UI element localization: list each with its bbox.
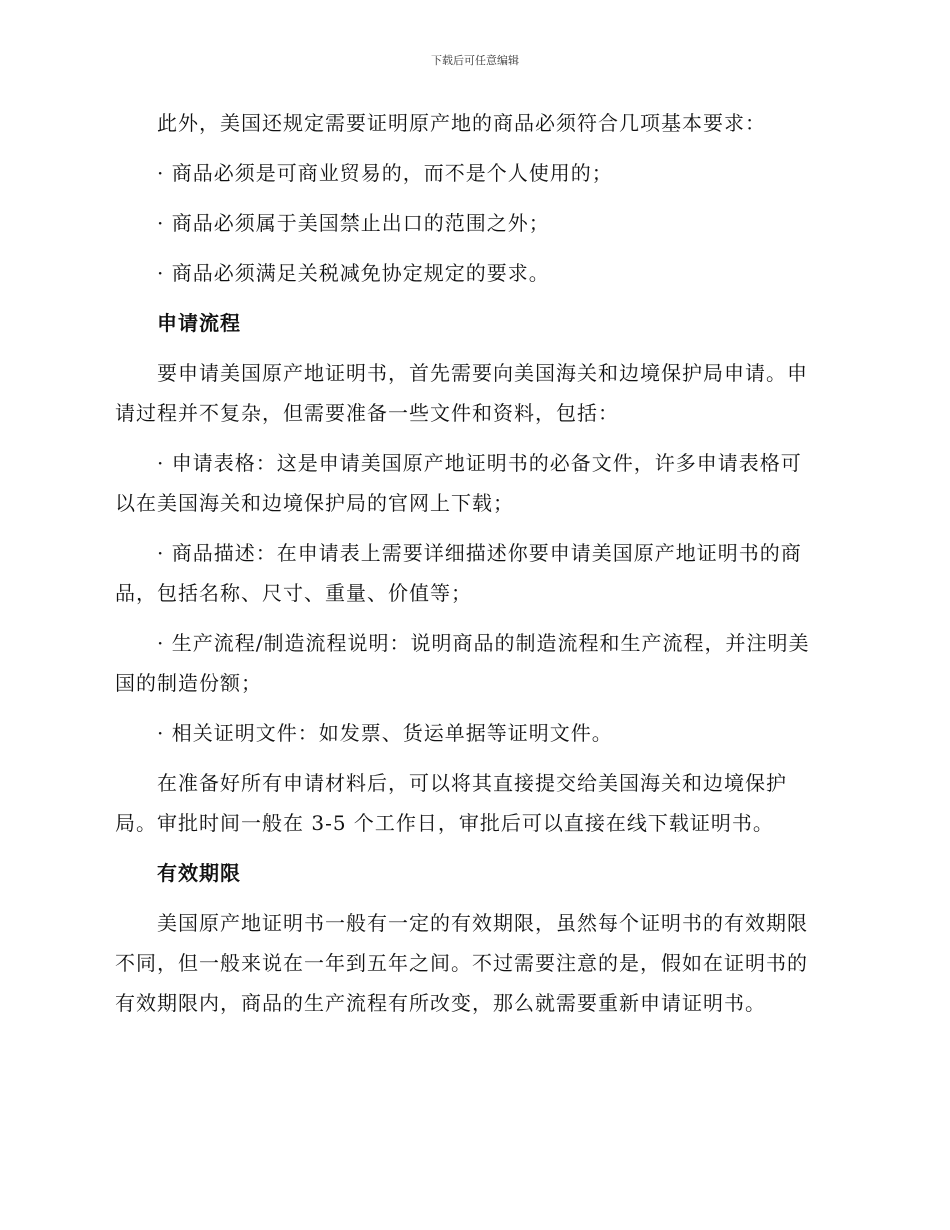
section-heading-application-process: [115, 310, 830, 336]
section-heading: 有效期限: [157, 861, 241, 885]
paragraph-line: 不同，但一般来说在一年到五年之间。不过需要注意的是，假如在证明书的: [115, 951, 808, 975]
paragraph-line: 请过程并不复杂，但需要准备一些文件和资料，包括：: [115, 401, 619, 425]
paragraph-line: 在准备好所有申请材料后，可以将其直接提交给美国海关和边境保护: [157, 771, 787, 795]
paragraph-line: 美国原产地证明书一般有一定的有效期限，虽然每个证明书的有效期限: [157, 911, 808, 935]
validity-paragraph: [115, 910, 830, 1016]
paragraph-line: · 生产流程/制造流程说明：说明商品的制造流程和生产流程，并注明美: [157, 631, 810, 655]
document-bullet-process: [115, 630, 830, 696]
paragraph-line: · 商品必须满足关税减免协定规定的要求。: [157, 261, 550, 285]
paragraph-line: 此外，美国还规定需要证明原产地的商品必须符合几项基本要求：: [157, 111, 766, 135]
section-heading: 申请流程: [157, 311, 241, 335]
paragraph-line: · 商品描述：在申请表上需要详细描述你要申请美国原产地证明书的商: [157, 541, 802, 565]
paragraph-line: · 商品必须是可商业贸易的，而不是个人使用的；: [157, 161, 613, 185]
document-body: [115, 110, 830, 1016]
intro-paragraph: [115, 110, 830, 136]
paragraph-line: · 申请表格：这是申请美国原产地证明书的必备文件，许多申请表格可: [157, 451, 802, 475]
section-heading-validity: [115, 860, 830, 886]
paragraph-line: · 商品必须属于美国禁止出口的范围之外；: [157, 211, 550, 235]
application-paragraph: [115, 360, 830, 426]
requirement-bullet: [115, 160, 830, 186]
paragraph-line: 以在美国海关和边境保护局的官网上下载；: [115, 491, 514, 515]
paragraph-line: 局。审批时间一般在 3-5 个工作日，审批后可以直接在线下载证明书。: [115, 811, 774, 835]
paragraph-line: 品，包括名称、尺寸、重量、价值等；: [115, 581, 472, 605]
page-header: 下载后可任意编辑: [431, 54, 519, 67]
document-bullet-form: [115, 450, 830, 516]
paragraph-line: 国的制造份额；: [115, 671, 262, 695]
requirement-bullet: [115, 260, 830, 286]
paragraph-line: · 相关证明文件：如发票、货运单据等证明文件。: [157, 721, 613, 745]
document-bullet-description: [115, 540, 830, 606]
paragraph-line: 要申请美国原产地证明书，首先需要向美国海关和边境保护局申请。申: [157, 361, 808, 385]
paragraph-line: 有效期限内，商品的生产流程有所改变，那么就需要重新申请证明书。: [115, 991, 766, 1015]
requirement-bullet: [115, 210, 830, 236]
submission-paragraph: [115, 770, 830, 836]
document-bullet-proof: [115, 720, 830, 746]
